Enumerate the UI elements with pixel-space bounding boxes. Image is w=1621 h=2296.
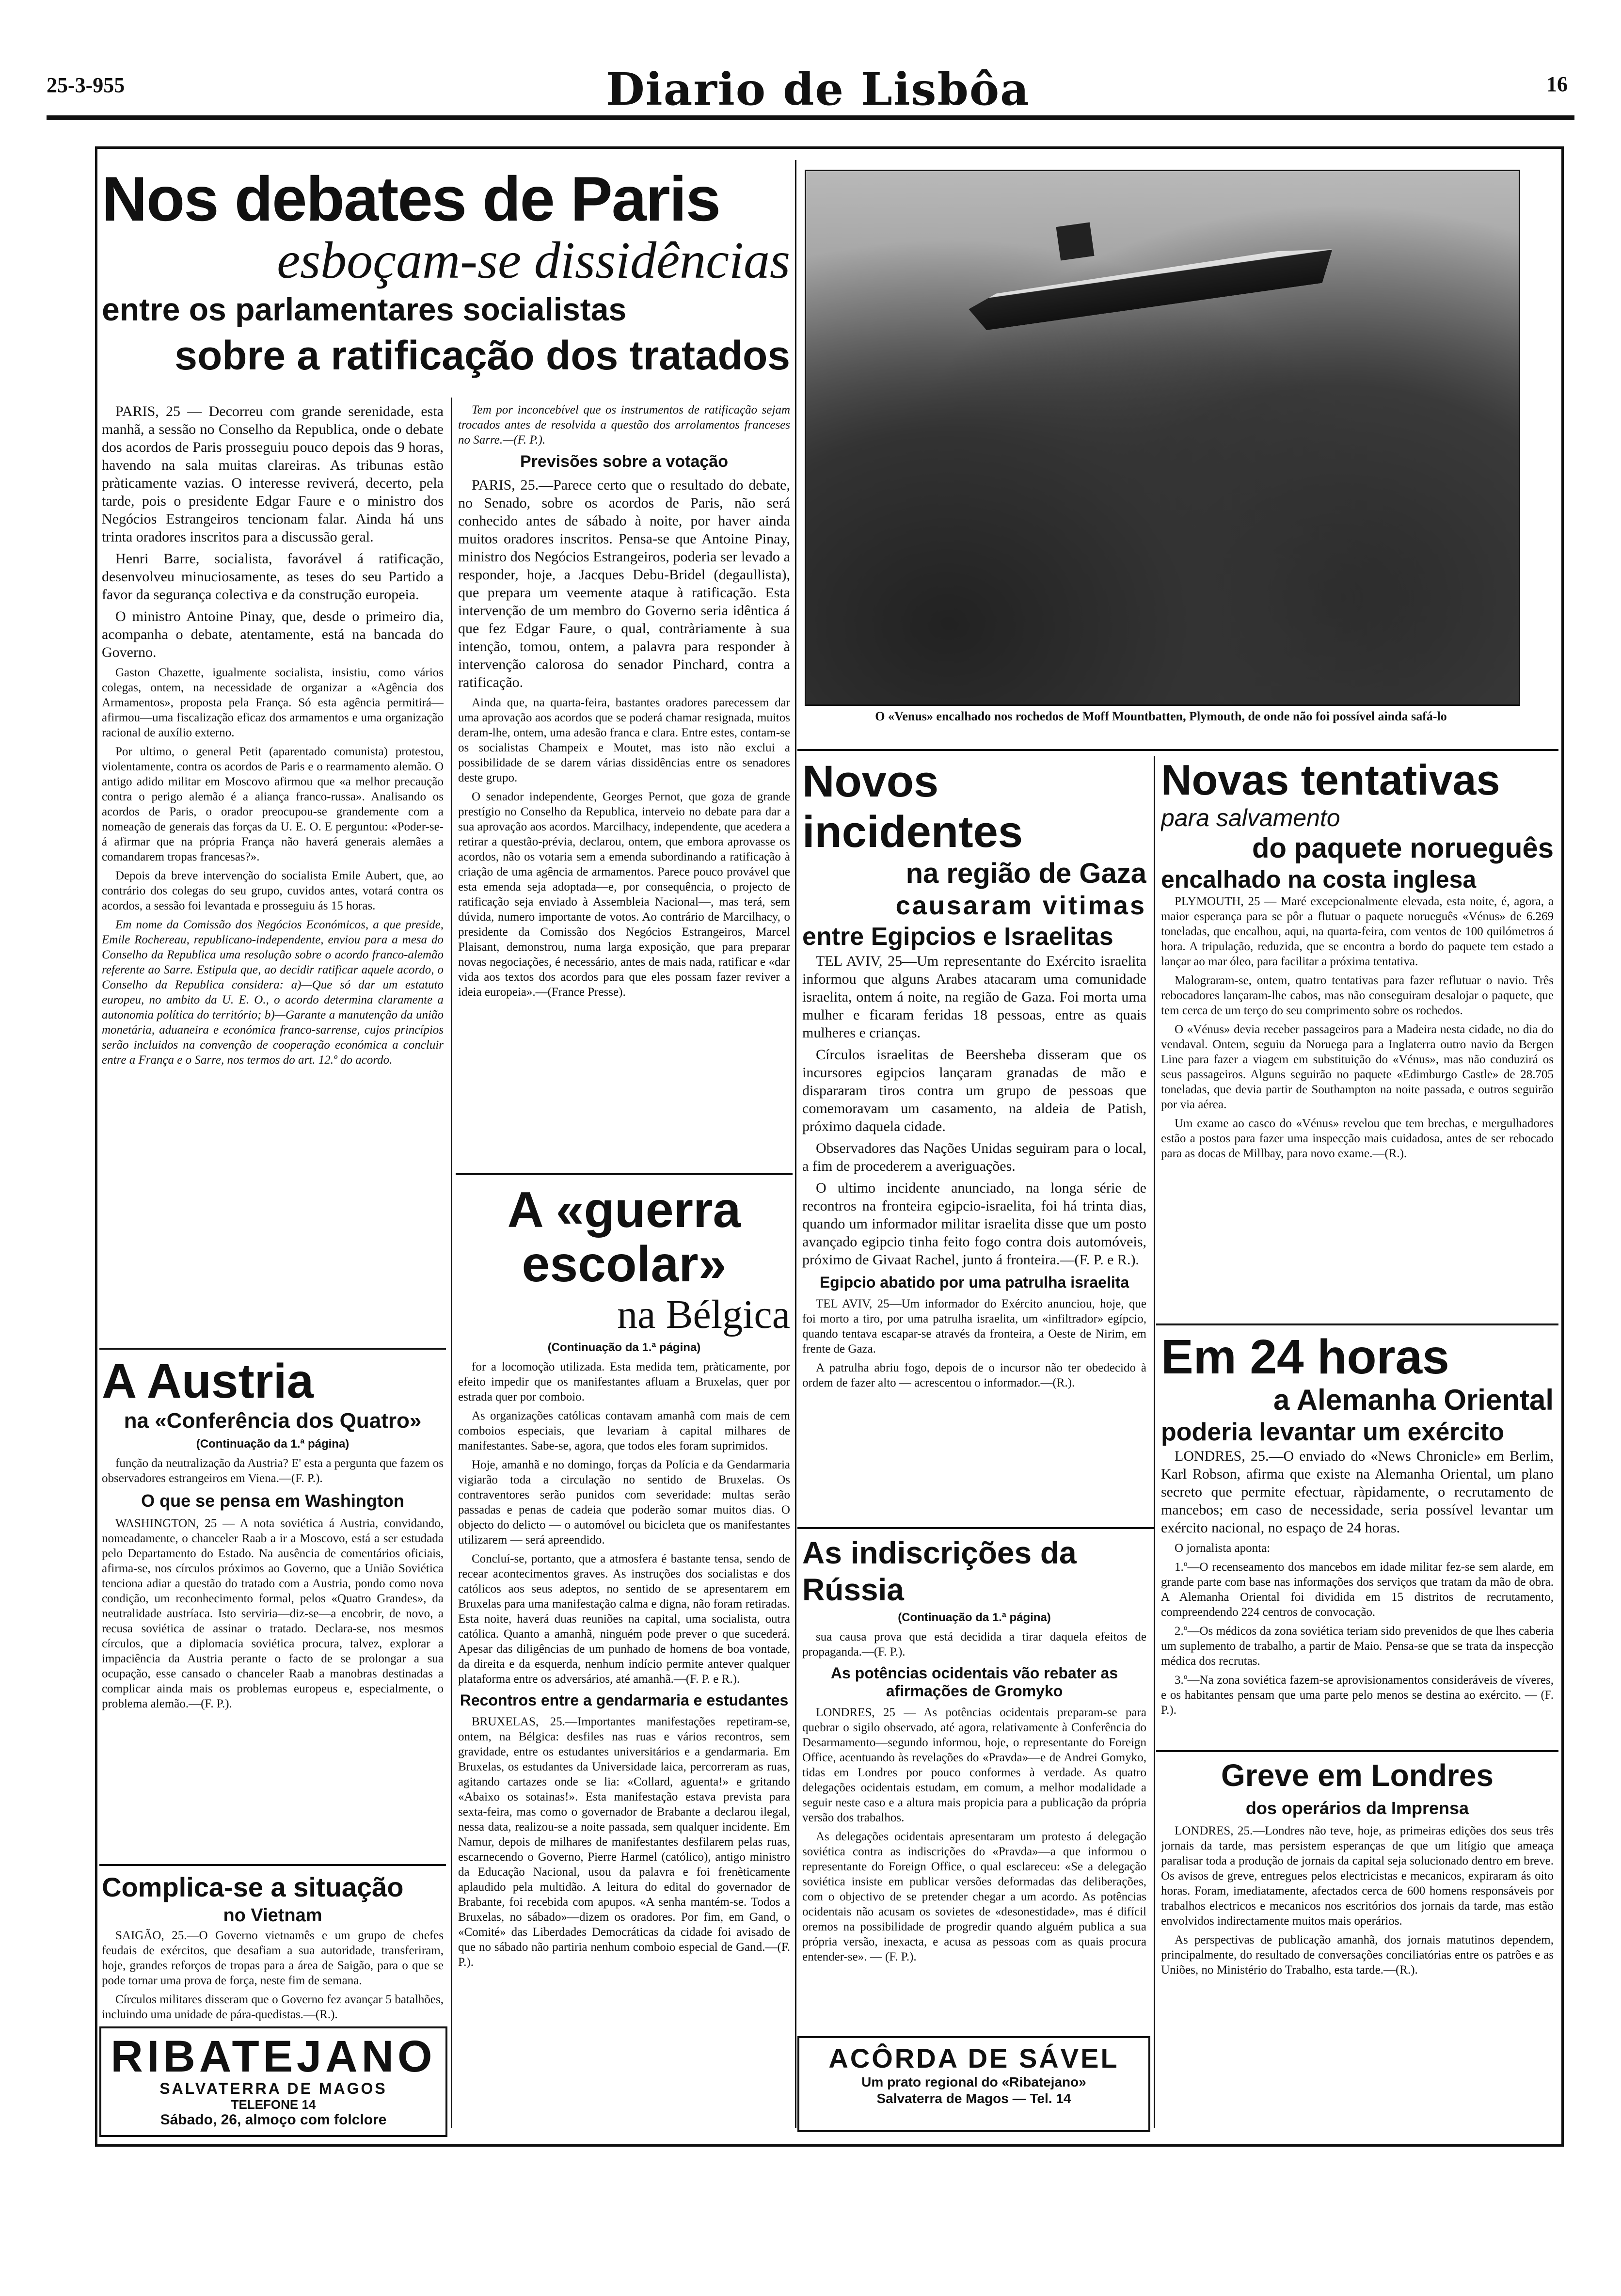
paris-deck-1: entre os parlamentares socialistas — [102, 291, 627, 327]
subheading: Egipcio abatido por uma patrulha israelita — [819, 1274, 1129, 1291]
paragraph: LONDRES, 25 — As potências ocidentais preparam-se para quebrar o sigilo observado, até agora, relativamente à Conferência do Desarmamento—segundo informou, hoje, o representante do Foreign Office, acentuando às revelações do «Pravda»—e de Andrei Gomyko, tidas em Londres por pouco conformes à verdade. As quatro delegações ocidentais estudam, em comum, a melhor modalidade a seguir neste caso e a altura mais propicia para a publicação da própria versão dos trabalhos. — [802, 1706, 1146, 1824]
continuation-note: (Continuação da 1.ª página) — [898, 1611, 1051, 1624]
column-divider — [795, 160, 796, 2128]
issue-date: 25-3-955 — [47, 73, 125, 97]
ad-line: Sábado, 26, almoço com folclore — [160, 2112, 387, 2128]
paragraph: As delegações ocidentais apresentaram um protesto á delegação soviética contra as indiscrições do «Pravda»—a que informou o representante do Foreign Office, o qual esclareceu: «Se a delegação soviética insiste em publicar versões deformadas das deliberações, com o objectivo de se pretender chegar a um acordo. As potências ocidentais não acusam os sovietes de «desonestidade», mas é difícil oremos na possibilidade de progredir quando alguém publica a sua própria versão, inexacta, e acusa as pessoas com as quais procura entender-se». — (F. P.). — [802, 1830, 1146, 1963]
russia-headline: As indiscrições da Rússia — [802, 1535, 1077, 1607]
vietnam-article — [102, 1871, 444, 2026]
paragraph: PARIS, 25 — Decorreu com grande serenidade, esta manhã, a sessão no Conselho da Republica, onde o debate dos acordos de Paris prosseguiu pouco depois das 9 horas, havendo na sala muitas clareiras. As tribunas estão pràticamente vazias. O interesse reviverá, decerto, pela tarde, pois o presidente Edgar Faure e o ministro dos Negócios Estrangeiros tencionam falar. Ainda há uns trinta oradores inscritos para a discussão geral. — [102, 403, 444, 545]
paris-article-col2 — [458, 402, 790, 1159]
section-rule — [1156, 1323, 1558, 1325]
paris-subheadline: esboçam-se dissidências — [277, 232, 790, 289]
paragraph: O ultimo incidente anunciado, na longa série de recontros na fronteira egipcio-israelita, foi há trinta dias, quando um informador militar israelita disse que um posto avançado egipcio tinha feito fogo contra dois automóveis, próximo de Givaat Rachel, junto á fronteira.—(F. P. e R.). — [802, 1180, 1146, 1268]
paragraph: Gaston Chazette, igualmente socialista, insistiu, como vários colegas, ontem, na necessidade de organizar a «Agência dos Armamentos», proposta pela França. Só esta agência permitirá—afirmou—uma fiscalização eficaz dos armamentos e uma organização racional de auxílio externo. — [102, 666, 444, 739]
paragraph: for a locomoção utilizada. Esta medida tem, pràticamente, por efeito impedir que os manifestantes afluam a Bruxelas, quer por estrada quer por comboio. — [458, 1360, 790, 1403]
masthead-rule — [47, 115, 1574, 120]
paragraph: Malograram-se, ontem, quatro tentativas para fazer reflutuar o navio. Três rebocadores lançaram-lhe cabos, mas não conseguiram desalojar o paquete, que tem cerca de um terço do seu comprimento sobre os rochedos. — [1161, 974, 1554, 1017]
paragraph: Círculos israelitas de Beersheba disseram que os incursores egipcios lançaram granadas de mão e dispararam tiros contra um grupo de pessoas que comemoravam um casamento, na aldeia de Patish, próximo daquela cidade. — [802, 1047, 1146, 1134]
ad-title: RIBATEJANO — [111, 2032, 436, 2081]
newspaper-title: Diario de Lisbôa — [606, 63, 1030, 115]
venus-deck-2: do paquete norueguês — [1252, 832, 1554, 864]
column-divider — [1154, 756, 1155, 2128]
ad-line: TELEFONE 14 — [231, 2097, 316, 2112]
paragraph: O senador independente, Georges Pernot, que goza de grande prestígio no Conselho da Republica, interveio no debate para dar a sua aprovação aos acordos. Marcilhacy, independente, que acedera a retirar a questão-prévia, declarou, ontem, que embora aprovasse os acordos, não os votaria sem a emenda subordinando a ratificação à criação de uma agência de armamentos. Parece pouco provável que esta emenda seja adoptada—e, por consequência, o projecto de ratificação seja enviado à Assembleia Nacional—, mas terá, sem dúvida, numero importante de votos. Ao contrário de Marcilhacy, o presidente da Comissão dos Negócios Estrangeiros, Marcel Plaisant, demonstrou, numa larga exposição, que para preparar novas negociações, é necessário, antes de mais nada, ratificar e «dar vida aos textos dos acordos para que eles possam fazer reviver a ideia europeia».—(France Presse). — [458, 790, 790, 999]
paragraph: O «Vénus» devia receber passageiros para a Madeira nesta cidade, no dia do vendaval. Ontem, seguiu da Noruega para a Inglaterra outro navio da Bergen Line para fazer a viagem em substituição do «Vénus», mas não conduzirá os seus passageiros. Alguns seguirão no paquete «Edimburgo Castle» de 28.705 toneladas, que devia partir de Southampton na noite passada, e outros seguirão por via aérea. — [1161, 1023, 1554, 1111]
section-rule — [797, 1527, 1154, 1529]
section-rule — [456, 1173, 793, 1175]
austria-subheadline: na «Conferência dos Quatro» — [124, 1409, 422, 1433]
subheading: O que se pensa em Washington — [141, 1491, 404, 1511]
paragraph: TEL AVIV, 25—Um representante do Exército israelita informou que alguns Arabes atacaram uma comunidade israelita, ontem á noite, na região de Gaza. Foi morta uma mulher e ficaram feridas 18 pessoas, entre as quais mulheres e crianças. — [802, 953, 1146, 1041]
section-rule — [1156, 1750, 1558, 1752]
venus-article — [1161, 756, 1554, 1270]
section-rule — [99, 1864, 446, 1866]
greve-article — [1161, 1757, 1554, 2131]
ad-line: SALVATERRA DE MAGOS — [159, 2080, 387, 2097]
paragraph: LONDRES, 25.—Londres não teve, hoje, as primeiras edições dos seus três jornais da tarde, mas persistem esperanças de que um litígio que ameaça paralisar toda a produção de jornais da capital seja solucionado dentro em breve. Os avisos de greve, entregues pelos electricistas e mecanicos, expiraram ás oito horas. Foram, imediatamente, afectados cerca de 600 homens responsáveis por trabalhos electricos e mecanicos nos escritórios dos jornais da tarde, mas estão envolvidos indirectamente muitos mais operários. — [1161, 1824, 1554, 1928]
paragraph: LONDRES, 25.—O enviado do «News Chronicle» em Berlim, Karl Robson, afirma que existe na Alemanha Oriental, um plano secreto que permite efectuar, ràpidamente, o recrutamento de mancebos; em caso de necessidade, seria possível levantar um exército nacional, no espaço de 24 horas. — [1161, 1448, 1554, 1536]
continuation-note: (Continuação da 1.ª página) — [547, 1341, 701, 1354]
ship-photo — [805, 170, 1520, 706]
paragraph: Tem por inconcebível que os instrumentos de ratificação sejam trocados antes de resolvida a questão dos arrolamentos franceses no Sarre.—(F. P.). — [458, 403, 790, 446]
belgica-headline: A «guerra escolar» — [507, 1183, 741, 1292]
venus-headline: Novas tentativas — [1161, 756, 1500, 804]
paragraph: PARIS, 25.—Parece certo que o resultado do debate, no Senado, sobre os acordos de Paris, não será conhecido antes de sábado à noite, por haver ainda muitos oradores inscritos. Pensa-se que Antoine Pinay, ministro dos Negócios Estrangeiros, poderia ser levado a responder, hoje, a Jacques Debu-Bridel (degaullista), que prepara um veemente ataque à ratificação. Esta intervenção de um membro do Governo seria idêntica á que fez Edgar Faure, o qual, contràriamente à sua intenção, tomou, ontem, a palavra para responder à intervenção calorosa do senador Pinchard, contra a ratificação. — [458, 477, 790, 690]
paragraph: WASHINGTON, 25 — A nota soviética á Austria, convidando, nomeadamente, o chanceler Raab a ir a Moscovo, está a ser estudada pelo Departamento do Estado. Na ausência de comentários oficiais, afirma-se, nos círculos próximos ao Governo, que a União Soviética tenciona adiar a questão do tratado com a Austria, pondo como nova condição, um reconhecimento formal, pelos «Quatro Grandes», da neutralidade austríaca. Isto serviria—diz-se—a encobrir, de novo, a recusa soviética de assinar o tratado. Declara-se, nos mesmos círculos, que a diplomacia soviética procura, talvez, explorar a impaciência da Austria perante o facto de se prolongar a sua ocupação, esse cansado o chanceler Raab a manobras destinadas a complicar ainda mais os problemas europeus e, especialmente, o problema alemão.—(F. P.). — [102, 1517, 444, 1710]
paragraph: TEL AVIV, 25—Um informador do Exército anunciou, hoje, que foi morto a tiro, por uma patrulha israelita, um «infiltrador» egípcio, quando tentava escapar-se através da fronteira, a Oeste de Nirim, em frente de Gaza. — [802, 1297, 1146, 1355]
paragraph: PLYMOUTH, 25 — Maré excepcionalmente elevada, esta noite, é, agora, a maior esperança para se pôr a flutuar o paquete norueguês «Vénus» de 6.269 toneladas, que encalhou, aqui, na quarta-feira, com ventos de 100 quilómetros á hora. A tripulação, reduzida, que se encontra a bordo do paquete tem estado a lançar ao mar óleo, para facilitar a próxima tentativa. — [1161, 895, 1554, 968]
paragraph: função da neutralização da Austria? E' esta a pergunta que fazem os observadores estrangeiros em Viena.—(F. P.). — [102, 1457, 444, 1485]
venus-deck-1: para salvamento — [1161, 804, 1340, 831]
greve-headline: Greve em Londres — [1221, 1758, 1494, 1793]
austria-headline: A Austria — [102, 1355, 314, 1408]
ad-line: Salvaterra de Magos — Tel. 14 — [876, 2091, 1071, 2106]
paragraph: Hoje, amanhã e no domingo, forças da Polícia e da Gendarmaria vigiarão toda a circulação no sentido de Bruxelas. Os contraventores serão punidos com severidade: multas serão passadas e penas de cadeia que poderão somar muitos dias. O objecto do delicto — o automóvel ou bicicleta que os manifestantes utilizarem — será apreendido. — [458, 1458, 790, 1547]
section-rule — [99, 1348, 446, 1350]
continuation-note: (Continuação da 1.ª página) — [196, 1437, 350, 1451]
page-number: 16 — [1546, 72, 1568, 96]
section-rule — [797, 749, 1558, 751]
subheading: As potências ocidentais vão rebater as afirmações de Gromyko — [830, 1664, 1118, 1700]
paragraph: sua causa prova que está decidida a tirar daquela efeitos de propaganda.—(F. P.). — [802, 1630, 1146, 1658]
column-divider — [451, 398, 452, 2128]
paragraph: As perspectivas de publicação amanhã, dos jornais matutinos dependem, principalmente, do resultado de conversações conciliatórias entre os patrões e as Uniões, no Ministério do Trabalho, esta tarde.—(R.). — [1161, 1933, 1554, 1977]
paragraph: Um exame ao casco do «Vénus» revelou que tem brechas, e mergulhadores estão a postos para fazer uma inspecção mais cuidadosa, antes de ser rebocado para as docas de Millbay, para novo exame.—(R.). — [1161, 1117, 1554, 1160]
paragraph: A patrulha abriu fogo, depois de o incursor não ter obedecido à ordem de fazer alto — acrescentou o informador.—(R.). — [802, 1361, 1146, 1389]
ship-hull — [964, 223, 1336, 333]
paris-article-col1 — [102, 402, 444, 1323]
subheading: Recontros entre a gendarmaria e estudantes — [460, 1691, 789, 1709]
russia-article — [802, 1534, 1146, 2019]
gaza-deck-3: entre Egipcios e Israelitas — [802, 923, 1113, 951]
paragraph: Concluí-se, portanto, que a atmosfera é bastante tensa, sendo de recear acontecimentos graves. As instruções dos socialistas e dos católicos aos seus adeptos, no sentido de se apresentarem em Bruxelas para uma manifestação calma e digna, não foram retiradas. Esta noite, haverá duas reuniões na capital, uma socialista, outra católica. Quanto a amanhã, ninguém pode prever o que sucederá. Apesar das diligências de um punhado de homens de boa vontade, da direita e da esquerda, nenhum indício permite antever qualquer plataforma entre os adversários, até amanhã.—(F. P. e R.). — [458, 1552, 790, 1686]
vietnam-subheadline: no Vietnam — [223, 1905, 322, 1926]
paris-deck-2: sobre a ratificação dos tratados — [175, 333, 790, 378]
paragraph: Depois da breve intervenção do socialista Emile Aubert, que, ao contrário dos colegas do seu grupo, cuvidos antes, votará contra os acordos, a sessão foi levantada e prosseguiu ás 15 horas. — [102, 869, 444, 912]
gaza-deck-2: causaram vitimas — [895, 891, 1146, 920]
paris-headline: Nos debates de Paris — [102, 165, 720, 234]
austria-article — [102, 1355, 444, 1859]
paragraph: 2.º—Os médicos da zona soviética teriam sido prevenidos de que lhes caberia um suplemento de trabalho, a partir de Maio. Pensa-se que se trata da inspecção médica dos recrutas. — [1161, 1625, 1554, 1668]
paragraph: O ministro Antoine Pinay, que, desde o primeiro dia, acompanha o debate, atentamente, está na bancada do Governo. — [102, 608, 444, 660]
alemanha-deck-2: poderia levantar um exército — [1161, 1418, 1505, 1446]
paragraph: 3.º—Na zona soviética fazem-se aprovisionamentos consideráveis de víveres, e os habitantes pensam que uma parte pelo menos se destina ao exército. — (F. P.). — [1161, 1674, 1554, 1717]
paragraph: Círculos militares disseram que o Governo fez avançar 5 batalhões, incluindo uma unidade de pára-quedistas.—(R.). — [102, 1993, 444, 2021]
paragraph: Ainda que, na quarta-feira, bastantes oradores parecessem dar uma aprovação aos acordos que se poderá chamar resignada, muitos deram-lhe, ontem, uma adesão franca e clara. Entre estes, contam-se os socialistas Champeix e Moutet, mas isto não exclui a possibilidade de se darem várias dissidências entre os senadores deste grupo. — [458, 696, 790, 784]
ad-line: Um prato regional do «Ribatejano» — [861, 2074, 1086, 2089]
greve-subheadline: dos operários da Imprensa — [1245, 1798, 1469, 1818]
gaza-article — [802, 756, 1146, 1503]
belgica-subheadline: na Bélgica — [617, 1292, 790, 1337]
sable-ad — [797, 2036, 1150, 2132]
ship-funnel — [1056, 222, 1094, 260]
belgica-article — [458, 1183, 790, 2128]
paragraph: BRUXELAS, 25.—Importantes manifestações repetiram-se, ontem, na Bélgica: desfiles nas ruas e vários recontros, sem gravidade, entre os estudantes universitários e a gendarmaria. Em Bruxelas, os estudantes da Universidade laica, percorreram as ruas, agitando cartazes onde se lia: «Collard, aguenta!» e gritando «Abaixo os sotainas!». Esta manifestação estava prevista para sexta-feira, mas como o governador de Brabante a declarou ilegal, nessa data, realizou-se a noite passada, sem qualquer incidente. Em Namur, depois de milhares de manifestantes desfilarem pelas ruas, escarnecendo o Governo, Pierre Harmel (católico), antigo ministro da Educação Nacional, usou da palavra e foi frenèticamente aplaudido pela multidão. A leitura do edital do governador de Brabante, foi recebida com apupos. «A senha mantém-se. Todos a Bruxelas, no sábado»—dizem os oradores. Por fim, em Gand, o «Comité» das Liberdades Democráticas da cidade foi avisado de que no sábado não partiria nenhum comboio especial de Gand.—(F. P.). — [458, 1715, 790, 1969]
alemanha-deck-1: a Alemanha Oriental — [1273, 1384, 1554, 1416]
paragraph: 1.º—O recenseamento dos mancebos em idade militar fez-se sem alarde, em grande parte com base nas informações dos serviços que tratam da mão de obra. A Alemanha Oriental foi dividida em 15 distritos de recrutamento, compreendendo 224 centros de convocação. — [1161, 1561, 1554, 1619]
alemanha-article — [1161, 1331, 1554, 1743]
photo-caption: O «Venus» encalhado nos rochedos de Moff Mountbatten, Plymouth, de onde não foi possível ainda safá-lo — [875, 709, 1447, 723]
subheading: Previsões sobre a votação — [520, 452, 728, 471]
gaza-deck-1: na região de Gaza — [906, 858, 1146, 889]
paragraph: Em nome da Comissão dos Negócios Económicos, a que preside, Emile Rochereau, republicano-independente, enviou para a mesa do Conselho da Republica uma resolução sobre o acordo franco-alemão referente ao Sarre. Estipula que, ao decidir ratificar aquele acordo, o Conselho da Republica considera: a)—Que só dar um estatuto europeu, no ambito da U. E. O., o acordo determina claramente a autonomia política do território; b)—Garante a manutenção da união monetária, aduaneira e económica franco-sarrense, cujos princípios serão incluidos na convenção de cooperação económica a concluir entre a França e o Sarre, nos termos do art. 12.º do acordo. — [102, 918, 444, 1067]
paragraph: Observadores das Nações Unidas seguiram para o local, a fim de procederem a averiguações. — [802, 1140, 1146, 1174]
paragraph: SAIGÃO, 25.—O Governo vietnamês e um grupo de chefes feudais de exércitos, que desafiam a sua autoridade, transferiram, hoje, grandes reforços de tropas para a área de Saigão, para o que se pode tornar uma prova de força, neste fim de semana. — [102, 1929, 444, 1987]
paragraph: O jornalista aponta: — [1175, 1542, 1271, 1555]
paragraph: Por ultimo, o general Petit (aparentado comunista) protestou, violentamente, contra os acordos de Paris e o rearmamento alemão. O antigo adido militar em Moscovo afirmou que «a melhor precaução contra o perigo alemão é a aliança franco-russa». Analisando os acordos de Paris, o orador preocupou-se grandemente com a nomeação de generais das forças da U. E. O. E perguntou: «Poder-se-á afirmar que na própria França não haverá generais alemães a comandarem tropas francesas?». — [102, 745, 444, 863]
paragraph: As organizações católicas contavam amanhã com mais de cem comboios especiais, que levariam à capital milhares de manifestantes. Sabe-se, agora, que todos eles foram suprimidos. — [458, 1409, 790, 1452]
vietnam-headline: Complica-se a situação — [102, 1872, 404, 1902]
ribatejano-ad — [99, 2026, 447, 2137]
gaza-headline: Novos incidentes — [802, 757, 1023, 857]
venus-deck-3: encalhado na costa inglesa — [1161, 866, 1477, 893]
ad-title: ACÔRDA DE SÁVEL — [828, 2043, 1119, 2073]
paris-headline-block — [102, 165, 790, 398]
paragraph: Henri Barre, socialista, favorável á ratificação, desenvolveu minuciosamente, as teses do seu Partido a favor da segurança colectiva e da construção europeia. — [102, 551, 444, 603]
alemanha-headline: Em 24 horas — [1161, 1331, 1449, 1384]
